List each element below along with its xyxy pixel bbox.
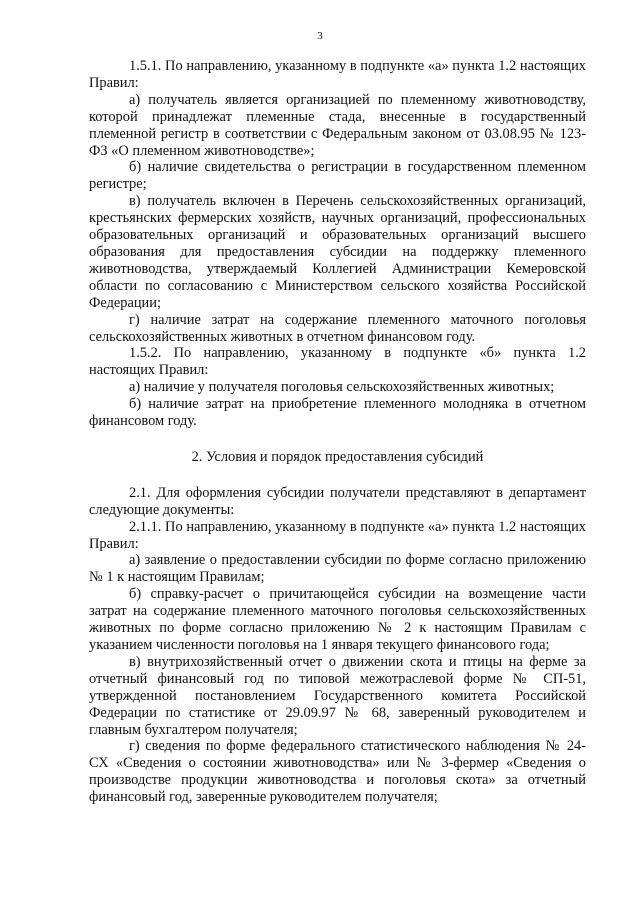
paragraph-1-5-2: 1.5.2. По направлению, указанному в подпункте «б» пункта 1.2 настоящих Правил: bbox=[89, 345, 586, 379]
paragraph-1-5-2-a: а) наличие у получателя поголовья сельскохозяйственных животных; bbox=[129, 379, 555, 396]
paragraph-2-1-1: 2.1.1. По направлению, указанному в подпункте «а» пункта 1.2 настоящих Правил: bbox=[89, 518, 586, 552]
paragraph-2-1-1-v: в) внутрихозяйственный отчет о движении скота и птицы на ферме за отчетный финансовый год по типовой межотраслевой форме № СП-51, утвержденной постановлением Государственного комитета Российской Федерации по статистике от 29.09.97 № 68, заверенный руководителем и главным бухгалтером получателя; bbox=[89, 653, 586, 738]
paragraph-1-5-1-g: г) наличие затрат на содержание племенного маточного поголовья сельскохозяйственных животных в отчетном финансовом году. bbox=[89, 311, 586, 345]
paragraph-1-5-2-b: б) наличие затрат на приобретение племенного молодняка в отчетном финансовом году. bbox=[89, 396, 586, 430]
paragraph-2-1-1-b: б) справку-расчет о причитающейся субсидии на возмещение части затрат на содержание племенного маточного поголовья сельскохозяйственных животных по форме согласно приложению № 2 к настоящим Правилам с указанием численности поголовья на 1 января текущего финансового года; bbox=[89, 586, 586, 653]
document-body bbox=[89, 58, 586, 806]
paragraph-1-5-1-b: б) наличие свидетельства о регистрации в государственном племенном регистре; bbox=[89, 159, 586, 193]
paragraph-1-5-1-v: в) получатель включен в Перечень сельскохозяйственных организаций, крестьянских фермерских хозяйств, научных организаций, профессиональных образовательных организаций и образовательных организаций высшего образования для предоставления субсидии на поддержку племенного животноводства, утверждаемый Коллегией Администрации Кемеровской области по согласованию с Министерством сельского хозяйства Российской Федерации; bbox=[89, 193, 586, 311]
paragraph-1-5-1-a: а) получатель является организацией по племенному животноводству, которой принадлежат племенные стада, внесенные в государственный племенной регистр в соответствии с Федеральным законом от 03.08.95 № 123-ФЗ «О племенном животноводстве»; bbox=[89, 91, 586, 159]
page-number: 3 bbox=[317, 30, 323, 42]
paragraph-1-5-1: 1.5.1. По направлению, указанному в подпункте «а» пункта 1.2 настоящих Правил: bbox=[89, 58, 586, 91]
paragraph-2-1-1-g: г) сведения по форме федерального статистического наблюдения № 24-СХ «Сведения о состоянии животноводства» или № 3-фермер «Сведения о производстве продукции животноводства и поголовья скота» за отчетный финансовый год, заверенные руководителем получателя; bbox=[89, 738, 586, 806]
section-heading: 2. Условия и порядок предоставления субсидий bbox=[191, 448, 484, 465]
paragraph-2-1: 2.1. Для оформления субсидии получатели представляют в департамент следующие документы: bbox=[89, 484, 586, 518]
paragraph-2-1-1-a: а) заявление о предоставлении субсидии по форме согласно приложению № 1 к настоящим Правилам; bbox=[89, 552, 586, 586]
